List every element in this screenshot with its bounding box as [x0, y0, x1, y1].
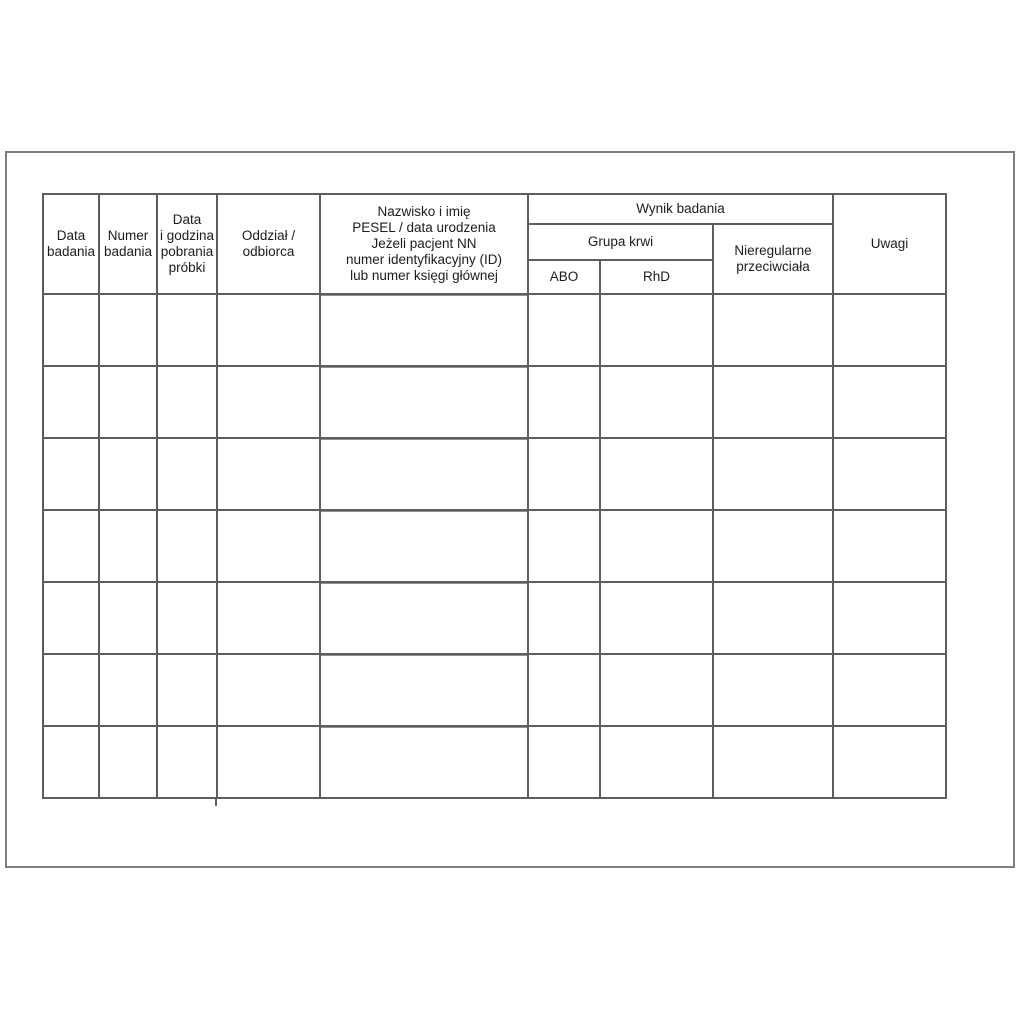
cell-ward [217, 294, 320, 366]
header-irregular-antibodies [713, 224, 833, 294]
cell-ward [217, 510, 320, 582]
table-row [43, 366, 946, 438]
cell-irregular-antibodies [713, 366, 833, 438]
header-test-date-line: Data [56, 228, 86, 243]
cell-patient-id [320, 510, 528, 582]
cell-irregular-antibodies [713, 726, 833, 798]
cell-test-number [99, 726, 157, 798]
patient-cell-top-half [321, 583, 527, 584]
cell-remarks [833, 510, 946, 582]
cell-irregular-antibodies [713, 582, 833, 654]
cell-abo [528, 726, 600, 798]
header-ward [217, 194, 320, 294]
table-body [43, 294, 946, 798]
cell-rhd [600, 582, 713, 654]
cell-remarks [833, 654, 946, 726]
header-irregular-antibodies-line: Nieregularne [734, 243, 812, 258]
cell-patient-id [320, 654, 528, 726]
cell-irregular-antibodies [713, 294, 833, 366]
cell-irregular-antibodies [713, 654, 833, 726]
table-row [43, 438, 946, 510]
cell-sample-datetime [157, 366, 217, 438]
cell-sample-datetime [157, 438, 217, 510]
table-row [43, 510, 946, 582]
header-test-result: Wynik badania [528, 194, 833, 224]
cell-patient-id [320, 582, 528, 654]
cell-sample-datetime [157, 726, 217, 798]
header-test-number [99, 194, 157, 294]
header-sample-datetime-line: i godzina [159, 228, 215, 243]
cell-test-date [43, 654, 99, 726]
cell-test-date [43, 294, 99, 366]
cell-ward [217, 438, 320, 510]
header-test-date [43, 194, 99, 294]
table-row [43, 654, 946, 726]
header-sample-datetime [157, 194, 217, 294]
cell-rhd [600, 294, 713, 366]
cell-abo [528, 294, 600, 366]
header-row-1 [43, 194, 946, 224]
patient-cell-top-half [321, 367, 527, 368]
header-abo: ABO [528, 260, 600, 294]
cell-remarks [833, 366, 946, 438]
cell-rhd [600, 366, 713, 438]
cell-test-date [43, 366, 99, 438]
cell-rhd [600, 726, 713, 798]
table-header [43, 194, 946, 294]
cell-ward [217, 654, 320, 726]
column-line-stub [215, 797, 217, 806]
header-sample-datetime-line: Data [172, 212, 202, 227]
cell-irregular-antibodies [713, 510, 833, 582]
cell-abo [528, 510, 600, 582]
cell-ward [217, 366, 320, 438]
cell-patient-id [320, 726, 528, 798]
header-ward-line: Oddział / [241, 228, 296, 243]
header-test-number-line: Numer [107, 228, 149, 243]
header-test-date-line: badania [46, 244, 96, 259]
cell-test-date [43, 582, 99, 654]
cell-remarks [833, 582, 946, 654]
header-patient-id-line: Nazwisko i imię [377, 204, 471, 219]
cell-sample-datetime [157, 510, 217, 582]
header-patient-id-line: PESEL / data urodzenia [352, 220, 496, 235]
header-sample-datetime-line: próbki [168, 260, 206, 275]
header-patient-id [320, 194, 528, 294]
cell-test-number [99, 582, 157, 654]
cell-sample-datetime [157, 294, 217, 366]
table-row [43, 294, 946, 366]
cell-test-date [43, 726, 99, 798]
table-row [43, 726, 946, 798]
table-row [43, 582, 946, 654]
blood-test-register-table [42, 193, 947, 799]
cell-remarks [833, 438, 946, 510]
cell-abo [528, 654, 600, 726]
cell-rhd [600, 510, 713, 582]
header-rhd: RhD [600, 260, 713, 294]
cell-rhd [600, 438, 713, 510]
cell-test-number [99, 366, 157, 438]
cell-ward [217, 582, 320, 654]
header-patient-id-line: Jeżeli pacjent NN [371, 236, 477, 251]
cell-patient-id [320, 366, 528, 438]
cell-irregular-antibodies [713, 438, 833, 510]
cell-test-number [99, 294, 157, 366]
cell-patient-id [320, 438, 528, 510]
cell-test-number [99, 654, 157, 726]
cell-abo [528, 438, 600, 510]
cell-remarks [833, 294, 946, 366]
header-test-number-line: badania [103, 244, 153, 259]
cell-patient-id [320, 294, 528, 366]
cell-test-number [99, 438, 157, 510]
cell-sample-datetime [157, 582, 217, 654]
cell-sample-datetime [157, 654, 217, 726]
header-sample-datetime-line: pobrania [160, 244, 214, 259]
header-remarks: Uwagi [833, 194, 946, 294]
header-patient-id-line: lub numer księgi głównej [350, 268, 498, 283]
patient-cell-top-half [321, 511, 527, 512]
cell-ward [217, 726, 320, 798]
header-patient-id-line: numer identyfikacyjny (ID) [345, 252, 503, 267]
patient-cell-top-half [321, 295, 527, 296]
cell-abo [528, 366, 600, 438]
cell-abo [528, 582, 600, 654]
cell-rhd [600, 654, 713, 726]
patient-cell-top-half [321, 727, 527, 728]
patient-cell-top-half [321, 655, 527, 656]
cell-test-number [99, 510, 157, 582]
header-ward-line: odbiorca [242, 244, 295, 259]
header-irregular-antibodies-line: przeciwciała [736, 259, 810, 274]
header-blood-group: Grupa krwi [528, 224, 713, 260]
cell-test-date [43, 510, 99, 582]
patient-cell-top-half [321, 439, 527, 440]
cell-test-date [43, 438, 99, 510]
cell-remarks [833, 726, 946, 798]
